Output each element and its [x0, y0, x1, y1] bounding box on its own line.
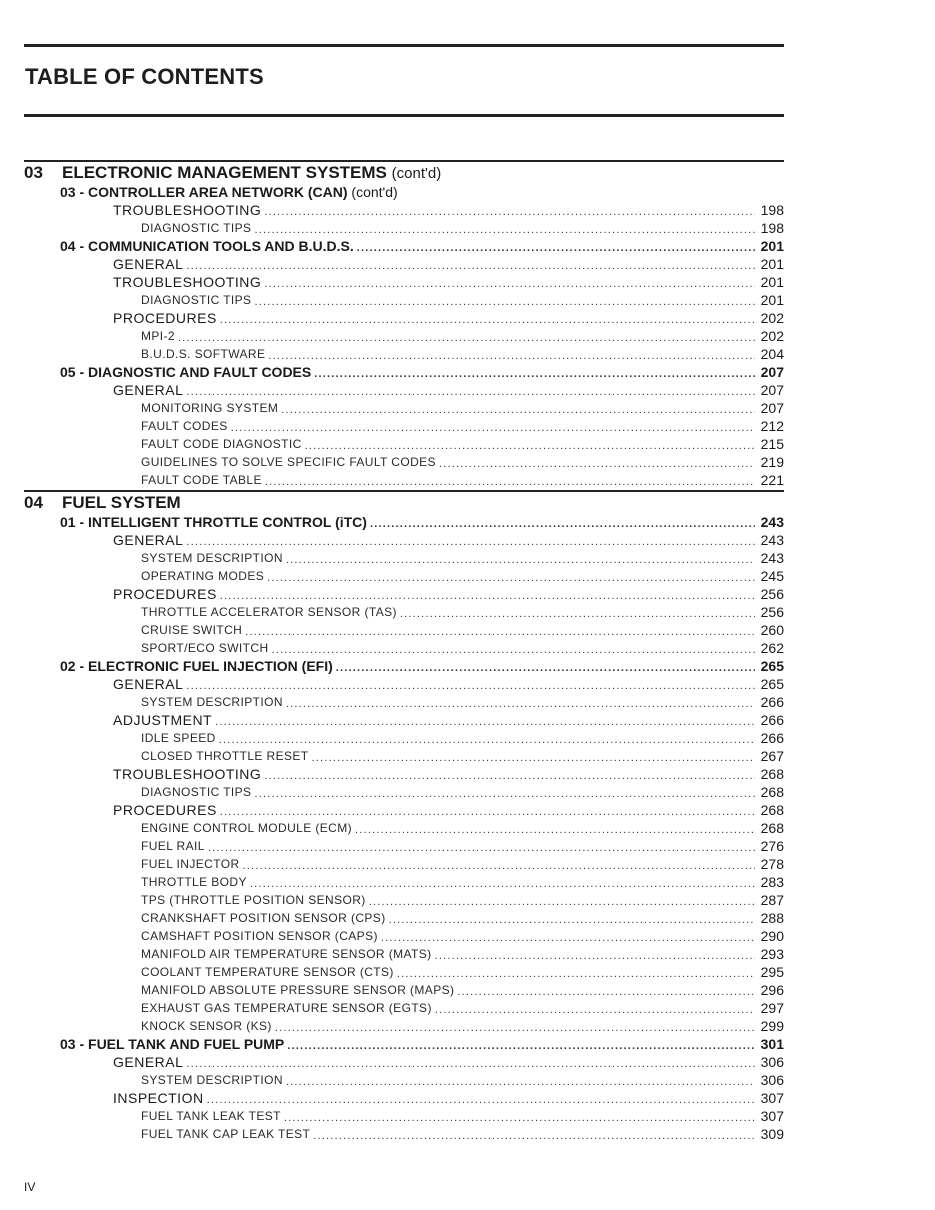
toc-subtopic-entry[interactable]: [141, 909, 784, 927]
entry-title: MONITORING SYSTEM: [141, 401, 279, 415]
dot-leader: [265, 475, 755, 489]
entry-page-number: 204: [760, 346, 784, 362]
toc-subtopic-entry[interactable]: [141, 1017, 784, 1035]
entry-page-number: 267: [760, 748, 784, 764]
entry-title: MPI-2: [141, 329, 176, 343]
entry-page-number: 266: [760, 712, 784, 728]
entry-page-number: 266: [760, 694, 784, 710]
dot-leader: [336, 661, 755, 675]
chapter-title: FUEL SYSTEM: [62, 493, 181, 512]
title-rule: [24, 114, 784, 117]
entry-page-number: 268: [760, 802, 784, 818]
continued-label: (cont'd): [351, 184, 398, 200]
page-number: IV: [24, 1180, 36, 1194]
toc-topic-entry[interactable]: [113, 255, 784, 273]
entry-page-number: 301: [760, 1036, 784, 1052]
entry-title: ENGINE CONTROL MODULE (ECM): [141, 821, 353, 835]
toc-section-entry[interactable]: [60, 1035, 784, 1053]
toc-topic-entry[interactable]: [113, 585, 784, 603]
dot-leader: [381, 931, 755, 945]
entry-title: GENERAL: [113, 532, 184, 548]
toc-topic-entry[interactable]: [113, 1089, 784, 1107]
dot-leader: [207, 1093, 755, 1107]
toc-subtopic-entry[interactable]: [141, 747, 784, 765]
entry-page-number: 201: [760, 238, 784, 254]
chapter-rule: [24, 490, 784, 492]
entry-page-number: 309: [760, 1126, 784, 1142]
entry-page-number: 266: [760, 730, 784, 746]
entry-page-number: 265: [760, 676, 784, 692]
toc-subtopic-entry[interactable]: [141, 567, 784, 585]
toc-subtopic-entry[interactable]: [141, 855, 784, 873]
entry-title: DIAGNOSTIC TIPS: [141, 221, 252, 235]
dot-leader: [245, 625, 755, 639]
entry-page-number: 243: [760, 550, 784, 566]
entry-title: SYSTEM DESCRIPTION: [141, 551, 283, 565]
dot-leader: [286, 697, 755, 711]
dot-leader: [389, 913, 755, 927]
dot-leader: [312, 751, 755, 765]
entry-page-number: 243: [760, 532, 784, 548]
entry-page-number: 278: [760, 856, 784, 872]
entry-title: FAULT CODES: [141, 419, 228, 433]
dot-leader: [275, 1021, 755, 1035]
entry-page-number: 287: [760, 892, 784, 908]
dot-leader: [254, 223, 755, 237]
toc-section-entry[interactable]: [60, 363, 784, 381]
entry-title: 03 - FUEL TANK AND FUEL PUMP: [60, 1036, 285, 1052]
entry-page-number: 212: [760, 418, 784, 434]
entry-page-number: 201: [760, 292, 784, 308]
entry-title: FUEL TANK CAP LEAK TEST: [141, 1127, 311, 1141]
entry-page-number: 207: [760, 382, 784, 398]
entry-title: FAULT CODE TABLE: [141, 473, 262, 487]
dot-leader: [264, 769, 755, 783]
entry-title: PROCEDURES: [113, 802, 217, 818]
dot-leader: [186, 535, 755, 549]
entry-title: CLOSED THROTTLE RESET: [141, 749, 309, 763]
entry-title: B.U.D.S. SOFTWARE: [141, 347, 266, 361]
entry-page-number: 219: [760, 454, 784, 470]
entry-title: PROCEDURES: [113, 586, 217, 602]
entry-page-number: 296: [760, 982, 784, 998]
entry-title: FAULT CODE DIAGNOSTIC: [141, 437, 302, 451]
toc-subtopic-entry[interactable]: [141, 399, 784, 417]
entry-page-number: 283: [760, 874, 784, 890]
dot-leader: [178, 331, 755, 345]
entry-page-number: 256: [760, 604, 784, 620]
entry-title: 02 - ELECTRONIC FUEL INJECTION (EFI): [60, 658, 333, 674]
dot-leader: [435, 949, 755, 963]
toc-subtopic-entry[interactable]: [141, 819, 784, 837]
entry-title: DIAGNOSTIC TIPS: [141, 785, 252, 799]
dot-leader: [267, 571, 755, 585]
toc-topic-entry[interactable]: [113, 273, 784, 291]
entry-title: IDLE SPEED: [141, 731, 216, 745]
dot-leader: [219, 733, 755, 747]
entry-page-number: 293: [760, 946, 784, 962]
entry-title: CRANKSHAFT POSITION SENSOR (CPS): [141, 911, 386, 925]
toc-subtopic-entry[interactable]: [141, 999, 784, 1017]
entry-page-number: 245: [760, 568, 784, 584]
entry-title: FUEL TANK LEAK TEST: [141, 1109, 281, 1123]
toc-topic-entry[interactable]: [113, 711, 784, 729]
toc-subtopic-entry[interactable]: [141, 435, 784, 453]
dot-leader: [369, 895, 755, 909]
dot-leader: [268, 349, 755, 363]
entry-page-number: 265: [760, 658, 784, 674]
entry-title: CRUISE SWITCH: [141, 623, 243, 637]
dot-leader: [314, 367, 755, 381]
dot-leader: [439, 457, 755, 471]
toc-topic-entry[interactable]: [113, 531, 784, 549]
entry-page-number: 306: [760, 1072, 784, 1088]
toc-topic-entry[interactable]: [113, 309, 784, 327]
toc-subtopic-entry[interactable]: [141, 729, 784, 747]
entry-title: TROUBLESHOOTING: [113, 766, 262, 782]
toc-subtopic-entry[interactable]: [141, 783, 784, 801]
entry-page-number: 290: [760, 928, 784, 944]
entry-page-number: 299: [760, 1018, 784, 1034]
chapter-heading: [24, 164, 441, 182]
entry-page-number: 288: [760, 910, 784, 926]
entry-title: TPS (THROTTLE POSITION SENSOR): [141, 893, 366, 907]
dot-leader: [250, 877, 755, 891]
dot-leader: [254, 295, 755, 309]
dot-leader: [186, 259, 755, 273]
toc-subtopic-entry[interactable]: [141, 639, 784, 657]
dot-leader: [313, 1129, 755, 1143]
entry-title: TROUBLESHOOTING: [113, 274, 262, 290]
toc-subtopic-entry[interactable]: [141, 549, 784, 567]
dot-leader: [231, 421, 755, 435]
section-title: 03 - CONTROLLER AREA NETWORK (CAN): [60, 184, 348, 200]
dot-leader: [254, 787, 755, 801]
dot-leader: [286, 1075, 755, 1089]
entry-page-number: 221: [760, 472, 784, 488]
toc-subtopic-entry[interactable]: [141, 291, 784, 309]
entry-title: THROTTLE ACCELERATOR SENSOR (TAS): [141, 605, 397, 619]
entry-page-number: 201: [760, 256, 784, 272]
section-heading: [60, 183, 398, 201]
entry-page-number: 268: [760, 766, 784, 782]
dot-leader: [243, 859, 755, 873]
chapter-heading: [24, 494, 181, 512]
entry-title: THROTTLE BODY: [141, 875, 247, 889]
dot-leader: [208, 841, 755, 855]
toc-subtopic-entry[interactable]: [141, 603, 784, 621]
entry-page-number: 198: [760, 202, 784, 218]
entry-page-number: 202: [760, 310, 784, 326]
top-rule: [24, 44, 784, 47]
entry-title: CAMSHAFT POSITION SENSOR (CAPS): [141, 929, 378, 943]
continued-label: (cont'd): [391, 165, 442, 182]
entry-title: 04 - COMMUNICATION TOOLS AND B.U.D.S.: [60, 238, 354, 254]
dot-leader: [305, 439, 755, 453]
dot-leader: [400, 607, 755, 621]
entry-page-number: 201: [760, 274, 784, 290]
toc-section-entry[interactable]: [60, 237, 784, 255]
entry-page-number: 276: [760, 838, 784, 854]
toc-subtopic-entry[interactable]: [141, 327, 784, 345]
toc-topic-entry[interactable]: [113, 675, 784, 693]
toc-subtopic-entry[interactable]: [141, 963, 784, 981]
entry-page-number: 268: [760, 784, 784, 800]
entry-page-number: 215: [760, 436, 784, 452]
dot-leader: [186, 385, 755, 399]
entry-title: GENERAL: [113, 256, 184, 272]
toc-topic-entry[interactable]: [113, 201, 784, 219]
dot-leader: [397, 967, 755, 981]
toc-subtopic-entry[interactable]: [141, 891, 784, 909]
toc-subtopic-entry[interactable]: [141, 417, 784, 435]
toc-topic-entry[interactable]: [113, 1053, 784, 1071]
entry-title: INSPECTION: [113, 1090, 204, 1106]
entry-title: COOLANT TEMPERATURE SENSOR (CTS): [141, 965, 394, 979]
chapter-title: ELECTRONIC MANAGEMENT SYSTEMS: [62, 163, 387, 182]
toc-topic-entry[interactable]: [113, 765, 784, 783]
entry-page-number: 243: [760, 514, 784, 530]
entry-page-number: 306: [760, 1054, 784, 1070]
chapter-rule: [24, 160, 784, 162]
chapter-number: 03: [24, 163, 43, 182]
entry-title: FUEL RAIL: [141, 839, 205, 853]
dot-leader: [186, 1057, 755, 1071]
entry-page-number: 260: [760, 622, 784, 638]
dot-leader: [220, 589, 755, 603]
entry-page-number: 207: [760, 400, 784, 416]
entry-title: SYSTEM DESCRIPTION: [141, 695, 283, 709]
dot-leader: [370, 517, 755, 531]
toc-topic-entry[interactable]: [113, 381, 784, 399]
entry-title: SPORT/ECO SWITCH: [141, 641, 269, 655]
entry-title: GENERAL: [113, 382, 184, 398]
entry-title: GENERAL: [113, 676, 184, 692]
toc-subtopic-entry[interactable]: [141, 693, 784, 711]
toc-topic-entry[interactable]: [113, 801, 784, 819]
page-title: TABLE OF CONTENTS: [25, 64, 264, 89]
dot-leader: [186, 679, 755, 693]
toc-subtopic-entry[interactable]: [141, 927, 784, 945]
entry-title: EXHAUST GAS TEMPERATURE SENSOR (EGTS): [141, 1001, 432, 1015]
toc-subtopic-entry[interactable]: [141, 1071, 784, 1089]
entry-title: TROUBLESHOOTING: [113, 202, 262, 218]
dot-leader: [272, 643, 755, 657]
toc-subtopic-entry[interactable]: [141, 873, 784, 891]
entry-page-number: 268: [760, 820, 784, 836]
dot-leader: [457, 985, 755, 999]
dot-leader: [435, 1003, 755, 1017]
entry-page-number: 202: [760, 328, 784, 344]
toc-subtopic-entry[interactable]: [141, 345, 784, 363]
entry-title: GUIDELINES TO SOLVE SPECIFIC FAULT CODES: [141, 455, 436, 469]
entry-title: FUEL INJECTOR: [141, 857, 240, 871]
entry-page-number: 256: [760, 586, 784, 602]
entry-title: 05 - DIAGNOSTIC AND FAULT CODES: [60, 364, 312, 380]
dot-leader: [357, 241, 755, 255]
dot-leader: [287, 1039, 755, 1053]
entry-title: MANIFOLD ABSOLUTE PRESSURE SENSOR (MAPS): [141, 983, 455, 997]
entry-page-number: 295: [760, 964, 784, 980]
entry-title: SYSTEM DESCRIPTION: [141, 1073, 283, 1087]
dot-leader: [284, 1111, 755, 1125]
entry-page-number: 207: [760, 364, 784, 380]
dot-leader: [281, 403, 755, 417]
toc-subtopic-entry[interactable]: [141, 471, 784, 489]
entry-page-number: 262: [760, 640, 784, 656]
toc-subtopic-entry[interactable]: [141, 1107, 784, 1125]
entry-page-number: 198: [760, 220, 784, 236]
toc-subtopic-entry[interactable]: [141, 621, 784, 639]
entry-title: KNOCK SENSOR (KS): [141, 1019, 272, 1033]
toc-section-entry[interactable]: [60, 657, 784, 675]
dot-leader: [264, 277, 755, 291]
chapter-number: 04: [24, 493, 43, 512]
entry-title: MANIFOLD AIR TEMPERATURE SENSOR (MATS): [141, 947, 432, 961]
entry-title: 01 - INTELLIGENT THROTTLE CONTROL (iTC): [60, 514, 367, 530]
toc-section-entry[interactable]: [60, 513, 784, 531]
entry-title: DIAGNOSTIC TIPS: [141, 293, 252, 307]
dot-leader: [215, 715, 755, 729]
dot-leader: [220, 805, 755, 819]
entry-page-number: 297: [760, 1000, 784, 1016]
dot-leader: [286, 553, 755, 567]
toc-subtopic-entry[interactable]: [141, 453, 784, 471]
entry-title: GENERAL: [113, 1054, 184, 1070]
toc-subtopic-entry[interactable]: [141, 1125, 784, 1143]
toc-subtopic-entry[interactable]: [141, 219, 784, 237]
toc-subtopic-entry[interactable]: [141, 945, 784, 963]
dot-leader: [264, 205, 755, 219]
toc-subtopic-entry[interactable]: [141, 981, 784, 999]
entry-title: ADJUSTMENT: [113, 712, 213, 728]
toc-subtopic-entry[interactable]: [141, 837, 784, 855]
entry-title: PROCEDURES: [113, 310, 217, 326]
dot-leader: [220, 313, 755, 327]
entry-title: OPERATING MODES: [141, 569, 265, 583]
entry-page-number: 307: [760, 1090, 784, 1106]
entry-page-number: 307: [760, 1108, 784, 1124]
dot-leader: [355, 823, 755, 837]
